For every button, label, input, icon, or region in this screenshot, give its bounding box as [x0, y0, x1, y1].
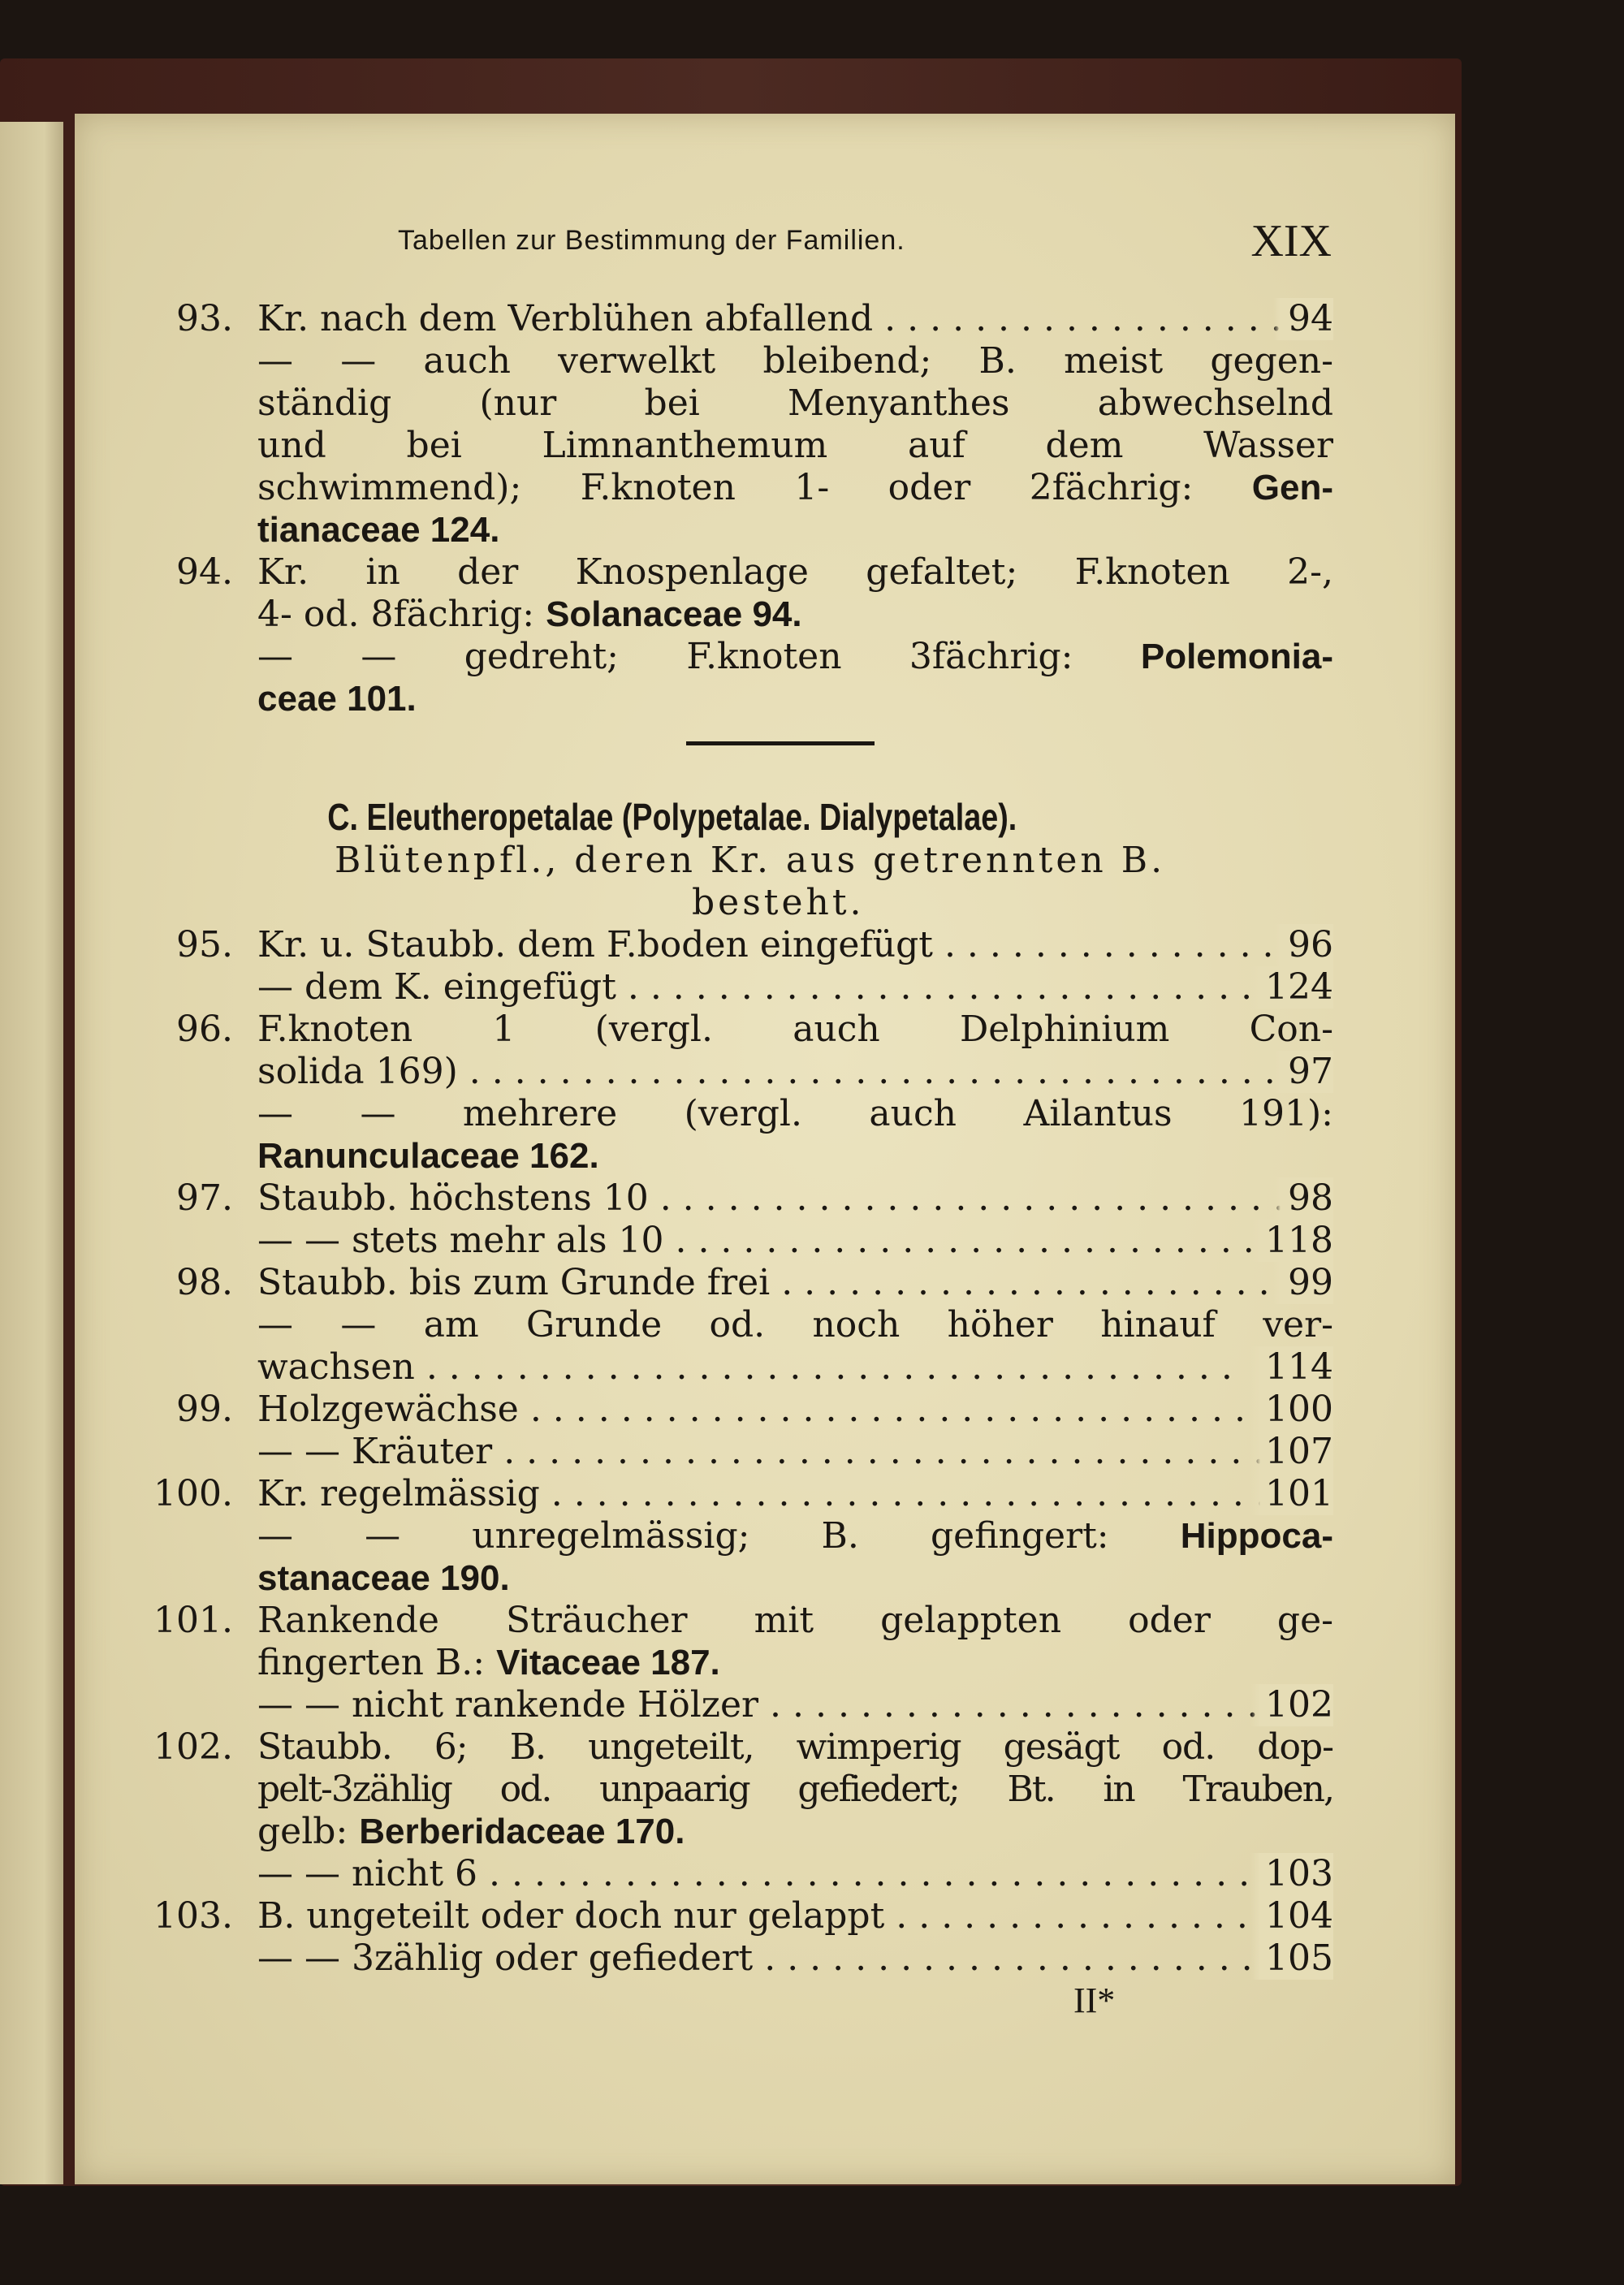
entry-text: Kr. regelmässig . . . — [257, 1473, 1333, 1514]
entry-line — [140, 924, 1333, 966]
entry-text: Staubb. 6; B. ungeteilt, wimperig gesägt od. dop- — [257, 1726, 1333, 1768]
entry-text: — — 3zählig oder gefiedert . . . — [257, 1937, 1333, 1979]
entry-line — [140, 1769, 1333, 1811]
entry-reference: 105 — [1250, 1937, 1333, 1980]
entry-line — [140, 1515, 1333, 1557]
family-name: Ranunculaceae 162. — [257, 1136, 599, 1176]
entry-line — [140, 509, 1333, 551]
entry-line — [140, 1009, 1333, 1051]
family-name: Polemonia- — [1140, 637, 1333, 676]
entry-line — [140, 1557, 1333, 1600]
family-name: Berberidaceae 170. — [359, 1812, 685, 1851]
entry-text: — — auch verwelkt bleibend; B. meist gegen- — [257, 340, 1333, 382]
family-name: Gen- — [1251, 468, 1333, 508]
entry-line — [140, 425, 1333, 467]
entry-line — [140, 1895, 1333, 1937]
page-number: XIX — [1250, 216, 1332, 266]
family-name: Vitaceae 187. — [496, 1643, 720, 1682]
entry-text: Kr. u. Staubb. dem F.boden eingefügt . . . — [257, 924, 1333, 965]
entry-text: Kr. nach dem Verblühen abfallend . . . — [257, 298, 1333, 339]
entry-text: pelt-3zählig od. unpaarig gefiedert; Bt. in Trauben, — [257, 1769, 1333, 1810]
entry-line — [140, 1726, 1333, 1769]
entry-line — [140, 1051, 1333, 1093]
entry-line — [140, 1811, 1333, 1853]
signature-line — [140, 1980, 1333, 2022]
entry-text: — — am Grunde od. noch höher hinauf ver- — [257, 1304, 1333, 1346]
entry-text: F.knoten 1 (vergl. auch Delphinium Con- — [257, 1009, 1333, 1050]
entry-line — [140, 298, 1333, 340]
entry-text: fingerten B.: — [257, 1642, 486, 1683]
family-name: ceae 101. — [257, 679, 417, 719]
entry-reference: 97 — [1273, 1051, 1333, 1093]
section-title: C. Eleutheropetalae (Polypetalae. Dialypetalae). — [327, 796, 1017, 838]
entry-line — [140, 1304, 1333, 1346]
family-name: Solanaceae 94. — [546, 594, 802, 634]
entry-line — [140, 1346, 1333, 1389]
entry-reference: 102 — [1250, 1684, 1333, 1726]
entry-text: 4- od. 8fächrig: — [257, 594, 535, 635]
entry-line — [140, 1642, 1333, 1684]
entry-text: — — nicht 6 . . . — [257, 1853, 1295, 1894]
section-intro: Blütenpfl., deren Kr. aus getrennten B. — [335, 840, 1166, 881]
entry-line — [140, 636, 1333, 678]
page-header — [75, 215, 1455, 264]
entry-text: — — nicht rankende Hölzer . . . — [257, 1684, 1333, 1726]
entry-text: — — gedreht; F.knoten 3fächrig: — [257, 636, 1073, 677]
entry-line — [140, 678, 1333, 720]
entry-line — [140, 1937, 1333, 1980]
entry-reference: 104 — [1250, 1895, 1333, 1937]
entry-text: Kr. in der Knospenlage gefaltet; F.knoten 2-, — [257, 551, 1333, 593]
entry-line — [140, 1431, 1333, 1473]
entry-line — [140, 1220, 1333, 1262]
entry-number: 93. — [176, 298, 233, 339]
entry-line — [140, 340, 1333, 382]
entry-line — [140, 1135, 1333, 1177]
entry-line — [140, 1684, 1333, 1726]
family-name: tianaceae 124. — [257, 510, 500, 550]
entry-line — [140, 1600, 1333, 1642]
entry-text: Rankende Sträucher mit gelappten oder ge- — [257, 1600, 1333, 1641]
entry-number: 98. — [176, 1262, 233, 1303]
entry-text: — — mehrere (vergl. auch Ailantus 191): — [257, 1093, 1333, 1134]
entry-reference: 124 — [1250, 966, 1333, 1009]
previous-page-edge — [0, 122, 63, 2184]
entry-text: wachsen . . . — [257, 1346, 1233, 1388]
family-name: Hippoca- — [1180, 1516, 1333, 1556]
entry-number: 102. — [153, 1726, 233, 1768]
entry-line — [140, 1473, 1333, 1515]
entry-reference: 107 — [1250, 1431, 1333, 1473]
entry-reference: 96 — [1273, 924, 1333, 966]
entry-reference: 101 — [1250, 1473, 1333, 1515]
entry-line — [140, 551, 1333, 594]
entry-text: — dem K. eingefügt . . . — [257, 966, 1333, 1008]
entry-text: — — unregelmässig; B. gefingert: — [257, 1515, 1109, 1557]
signature-mark: II* — [1073, 1980, 1116, 2020]
entry-number: 97. — [176, 1177, 233, 1219]
entry-number: 101. — [153, 1600, 233, 1641]
entry-text: B. ungeteilt oder doch nur gelappt . . . — [257, 1895, 1333, 1937]
section-divider — [686, 741, 875, 745]
entry-line — [140, 594, 1333, 636]
running-title: Tabellen zur Bestimmung der Familien. — [398, 225, 905, 256]
entry-line — [140, 966, 1333, 1009]
entry-reference: 94 — [1273, 298, 1333, 340]
entry-text: — — Kräuter . . . — [257, 1431, 1310, 1472]
key-table — [140, 298, 1333, 2022]
entry-reference: 98 — [1273, 1177, 1333, 1220]
entry-number: 94. — [176, 551, 233, 593]
entry-number: 96. — [176, 1009, 233, 1050]
section-intro: besteht. — [692, 882, 865, 923]
entry-text: — — stets mehr als 10 . . . — [257, 1220, 1333, 1261]
entry-text: schwimmend); F.knoten 1- oder 2fächrig: — [257, 467, 1194, 508]
entry-reference: 100 — [1250, 1389, 1333, 1431]
entry-number: 100. — [153, 1473, 233, 1514]
entry-text: solida 169) . . . — [257, 1051, 1276, 1092]
entry-line — [140, 467, 1333, 509]
entry-reference: 99 — [1273, 1262, 1333, 1304]
entry-reference: 114 — [1250, 1346, 1333, 1389]
entry-reference: 103 — [1250, 1853, 1333, 1895]
entry-number: 103. — [153, 1895, 233, 1937]
entry-text: ständig (nur bei Menyanthes abwechselnd — [257, 382, 1333, 424]
entry-line — [140, 1262, 1333, 1304]
entry-text: Holzgewächse . . . — [257, 1389, 1333, 1430]
entry-number: 99. — [176, 1389, 233, 1430]
entry-line — [140, 382, 1333, 425]
entry-reference: 118 — [1250, 1220, 1333, 1262]
entry-line — [140, 1177, 1333, 1220]
entry-text: Staubb. bis zum Grunde frei . . . — [257, 1262, 1333, 1303]
entry-text: gelb: — [257, 1811, 348, 1852]
entry-text: Staubb. höchstens 10 . . . — [257, 1177, 1333, 1219]
entry-line — [140, 1389, 1333, 1431]
entry-line — [140, 1853, 1333, 1895]
entry-text: und bei Limnanthemum auf dem Wasser — [257, 425, 1333, 466]
entry-number: 95. — [176, 924, 233, 965]
entry-line — [140, 1093, 1333, 1135]
family-name: stanaceae 190. — [257, 1558, 510, 1598]
book-page — [75, 114, 1455, 2184]
